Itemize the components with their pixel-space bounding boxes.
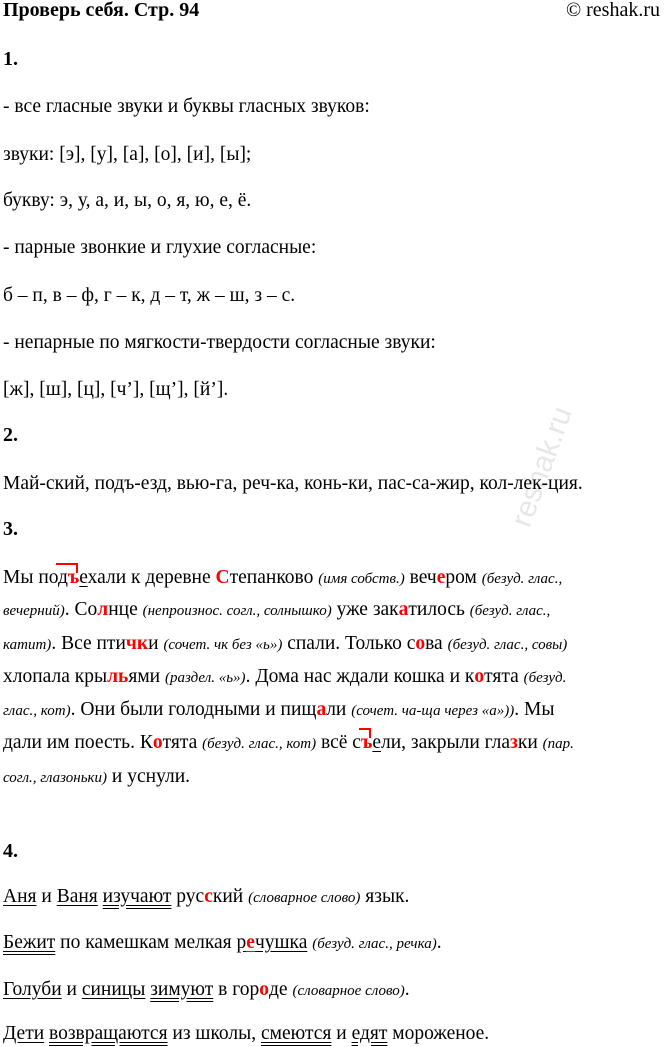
text-run: нце xyxy=(108,599,143,620)
text-run: хлопала кры xyxy=(3,666,108,687)
text-run: ями xyxy=(128,666,165,687)
text-run: тилось xyxy=(408,599,470,620)
text-run: и уснули. xyxy=(107,766,191,787)
sentence xyxy=(3,1022,489,1046)
text-run: и xyxy=(36,886,57,907)
note: глас., кот) xyxy=(3,703,71,719)
text-run: ки xyxy=(517,732,543,753)
text-line: букву: э, у, а, и, ы, о, я, ю, е, ё. xyxy=(3,190,252,211)
text-run: тепанково xyxy=(229,567,319,588)
sentence xyxy=(3,885,409,910)
note: (словарное слово) xyxy=(248,890,361,906)
highlighted-letter: л xyxy=(97,599,109,620)
note: (сочет. чк без «ь») xyxy=(163,637,283,653)
text-run: спали. Только с xyxy=(282,633,416,654)
text-run: . Все пти xyxy=(51,633,126,654)
highlighted-letter: о xyxy=(415,633,426,654)
text-run: е xyxy=(79,567,88,588)
highlighted-letter: ъ xyxy=(360,732,373,753)
subject: Ваня xyxy=(56,886,98,907)
site-credit: © reshak.ru xyxy=(565,0,660,21)
section-number: 3. xyxy=(3,518,18,540)
subject: Голуби xyxy=(3,979,62,1000)
text-run: дали им поесть. К xyxy=(3,732,153,753)
text-run: и xyxy=(61,979,82,1000)
text-run: . xyxy=(436,932,442,953)
highlighted-letter: е xyxy=(246,932,255,953)
text-line: [ж], [ш], [ц], [ч’], [щ’], [й’]. xyxy=(3,379,229,400)
text-line: - все гласные звуки и буквы гласных звуков: xyxy=(3,96,370,117)
highlighted-letter: з xyxy=(510,732,518,753)
text-run: веч xyxy=(404,567,437,588)
text-line xyxy=(3,598,550,623)
highlighted-letter: а xyxy=(316,699,327,720)
text-line xyxy=(3,765,190,790)
text-run: всё с xyxy=(316,732,361,753)
highlighted-letter: ъ xyxy=(67,567,80,588)
watermark: reshak.ru xyxy=(505,402,579,532)
note: (сочет. ча-ща через «а»)) xyxy=(351,703,515,719)
predicate: едят xyxy=(351,1023,388,1044)
text-line: б – п, в – ф, г – к, д – т, ж – ш, з – с. xyxy=(3,285,296,306)
predicate: Бежит xyxy=(3,932,56,953)
sentence xyxy=(3,931,442,956)
text-line: Май-ский, подъ-езд, вью-га, реч-ка, конь-ки, пас-са-жир, кол-лек-ция. xyxy=(3,473,583,494)
text-line xyxy=(3,698,554,723)
text-run: и xyxy=(331,1023,352,1044)
section-number: 2. xyxy=(3,424,18,446)
text-run: . xyxy=(404,979,410,1000)
sentence xyxy=(3,978,410,1003)
text-run: . Со xyxy=(64,599,98,620)
section-number: 4. xyxy=(3,840,18,862)
text-run: рус xyxy=(171,886,205,907)
text-run: тята xyxy=(162,732,203,753)
text-run: де xyxy=(269,979,293,1000)
note: (безуд. глас., речка) xyxy=(312,936,437,952)
text-line xyxy=(3,632,567,657)
note: (безуд. глас., xyxy=(469,603,551,619)
text-run: ли xyxy=(326,699,352,720)
text-run: е xyxy=(372,732,381,753)
note: (безуд. глас., кот) xyxy=(202,736,317,752)
text-run: язык. xyxy=(360,886,410,907)
note: (безуд. глас., xyxy=(481,571,563,587)
text-line xyxy=(3,566,562,591)
note: (непроизнос. согл., солнышко) xyxy=(142,603,332,619)
subject: чушка xyxy=(254,932,308,953)
text-run: по камешкам мелкая xyxy=(55,932,237,953)
text-run: в гор xyxy=(213,979,260,1000)
text-run: тята xyxy=(484,666,524,687)
text-run: . Мы xyxy=(514,699,555,720)
text-run: хали к деревне xyxy=(87,567,216,588)
text-run: и xyxy=(148,633,164,654)
text-line xyxy=(3,665,566,690)
note: (пар. xyxy=(542,736,574,752)
subject: Дети xyxy=(3,1023,45,1044)
text-run: ва xyxy=(425,633,448,654)
highlighted-letter: о xyxy=(474,666,485,687)
text-run: мороженое. xyxy=(387,1023,490,1044)
text-line: - непарные по мягкости-твердости согласные звуки: xyxy=(3,332,436,353)
predicate: изучают xyxy=(102,886,172,907)
note: (безуд. xyxy=(523,670,567,686)
prefix-mark xyxy=(56,563,78,573)
text-line xyxy=(3,731,574,756)
text-run: . Дома нас ждали кошка и к xyxy=(245,666,475,687)
text-run: из школы, xyxy=(167,1023,262,1044)
note: (словарное слово) xyxy=(292,983,405,999)
morpheme-mark xyxy=(68,566,79,590)
subject: р xyxy=(236,932,247,953)
text-run: уже зак xyxy=(331,599,399,620)
text-line: звуки: [э], [у], [а], [о], [и], [ы]; xyxy=(3,144,252,165)
note: (имя собств.) xyxy=(318,571,405,587)
text-run: . Они были голодными и пищ xyxy=(70,699,317,720)
note: согл., глазоньки) xyxy=(3,770,108,786)
highlighted-letter: о xyxy=(152,732,163,753)
note: вечерний) xyxy=(3,603,65,619)
highlighted-letter: е xyxy=(436,567,446,588)
highlighted-letter: чк xyxy=(125,633,149,654)
note: (раздел. «ь») xyxy=(164,670,246,686)
highlighted-letter: а xyxy=(398,599,409,620)
highlighted-letter: ль xyxy=(107,666,129,687)
predicate: возвращаются xyxy=(49,1023,168,1044)
predicate: смеются xyxy=(261,1023,332,1044)
text-run: Мы под xyxy=(3,567,68,588)
prefix-mark xyxy=(359,728,371,738)
text-run: ли, закрыли гла xyxy=(380,732,511,753)
predicate: зимуют xyxy=(150,979,214,1000)
highlighted-letter: С xyxy=(215,567,230,588)
subject: Аня xyxy=(3,886,37,907)
page-title: Проверь себя. Стр. 94 xyxy=(3,0,200,21)
note: катит) xyxy=(3,637,52,653)
note: (безуд. глас., совы) xyxy=(447,637,568,653)
highlighted-letter: о xyxy=(259,979,269,1000)
section-number: 1. xyxy=(3,48,18,70)
text-line: - парные звонкие и глухие согласные: xyxy=(3,237,317,258)
highlighted-letter: с xyxy=(204,886,213,907)
text-run: кий xyxy=(212,886,249,907)
morpheme-mark xyxy=(361,731,372,755)
subject: синицы xyxy=(81,979,146,1000)
text-run: ром xyxy=(445,567,482,588)
